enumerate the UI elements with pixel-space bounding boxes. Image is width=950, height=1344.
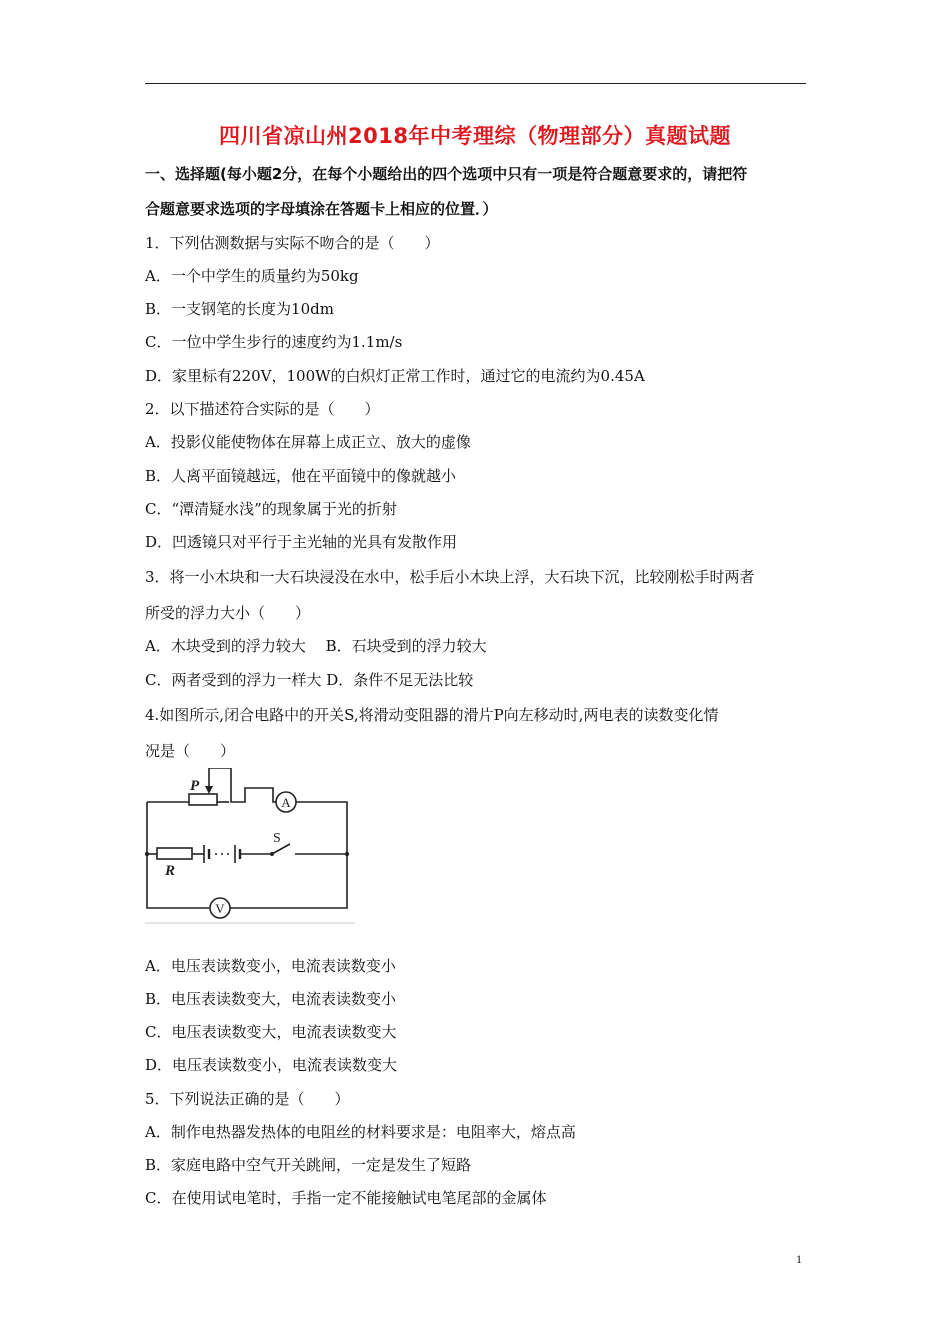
bottom-wire-right [230, 854, 347, 908]
q2-stem: 2．以下描述符合实际的是（ ） [145, 400, 380, 418]
section-heading-line2: 合题意要求选项的字母填涂在答题卡上相应的位置．） [145, 200, 498, 218]
section-heading-line1: 一、选择题(每小题2分，在每个小题给出的四个选项中只有一项是符合题意要求的，请把符 [145, 165, 748, 183]
battery-dot-2 [221, 853, 223, 855]
q3-stem-line1: 3．将一小木块和一大石块浸没在水中，松手后小木块上浮，大石块下沉，比较刚松手时两者 [145, 568, 755, 586]
q2-option-b: B．人离平面镜越远，他在平面镜中的像就越小 [145, 467, 457, 485]
q5-option-b: B．家庭电路中空气开关跳闸，一定是发生了短路 [145, 1156, 472, 1174]
right-wire-upper [296, 802, 347, 854]
q2-option-a: A．投影仪能使物体在屏幕上成正立、放大的虚像 [145, 433, 471, 451]
q1-option-c: C．一位中学生步行的速度约为1.1m/s [145, 333, 403, 351]
slider-wire [209, 768, 231, 786]
top-wire-right [231, 768, 276, 802]
label-s: S [273, 831, 281, 846]
q4-option-b: B．电压表读数变大，电流表读数变小 [145, 990, 397, 1008]
q1-option-a: A．一个中学生的质量约为50kg [145, 267, 359, 285]
page-number: 1 [796, 1252, 802, 1266]
label-voltmeter: V [215, 901, 225, 916]
resistor-body [157, 848, 192, 859]
circuit-diagram [145, 768, 355, 924]
battery-dot-1 [215, 853, 217, 855]
junction-left [145, 852, 149, 856]
q5-stem: 5．下列说法正确的是（ ） [145, 1090, 350, 1108]
q4-option-a: A．电压表读数变小，电流表读数变小 [145, 957, 396, 975]
q3-options-ab: A．木块受到的浮力较大 B．石块受到的浮力较大 [145, 637, 487, 655]
q1-option-b: B．一支钢笔的长度为10dm [145, 300, 334, 318]
q2-option-c: C．“潭清疑水浅”的现象属于光的折射 [145, 500, 397, 518]
label-ammeter: A [281, 795, 291, 810]
q4-option-d: D．电压表读数变小，电流表读数变大 [145, 1056, 398, 1074]
q4-option-c: C．电压表读数变大，电流表读数变大 [145, 1023, 397, 1041]
q3-options-cd: C．两者受到的浮力一样大 D．条件不足无法比较 [145, 671, 474, 689]
q1-stem: 1．下列估测数据与实际不吻合的是（ ） [145, 234, 440, 252]
q2-option-d: D．凹透镜只对平行于主光轴的光具有发散作用 [145, 533, 458, 551]
label-p: P [190, 778, 200, 794]
header-rule [145, 83, 806, 84]
battery-dot-3 [227, 853, 229, 855]
bottom-wire-left [147, 854, 209, 908]
q3-stem-line2: 所受的浮力大小（ ） [145, 604, 311, 622]
q5-option-c: C．在使用试电笔时，手指一定不能接触试电笔尾部的金属体 [145, 1189, 547, 1207]
q4-stem-line2: 况是（ ） [145, 742, 236, 760]
q4-stem-line1: 4.如图所示,闭合电路中的开关S,将滑动变阻器的滑片P向左移动时,两电表的读数变化情 [145, 706, 719, 724]
junction-right [345, 852, 349, 856]
rheostat-body [189, 794, 217, 805]
switch-pivot [270, 852, 274, 856]
label-r: R [165, 863, 176, 879]
q1-option-d: D．家里标有220V，100W的白炽灯正常工作时，通过它的电流约为0.45A [145, 367, 645, 385]
q5-option-a: A．制作电热器发热体的电阻丝的材料要求是：电阻率大，熔点高 [145, 1123, 576, 1141]
page-title: 四川省凉山州2018年中考理综（物理部分）真题试题 [219, 124, 731, 148]
slider-arrow [205, 786, 213, 794]
